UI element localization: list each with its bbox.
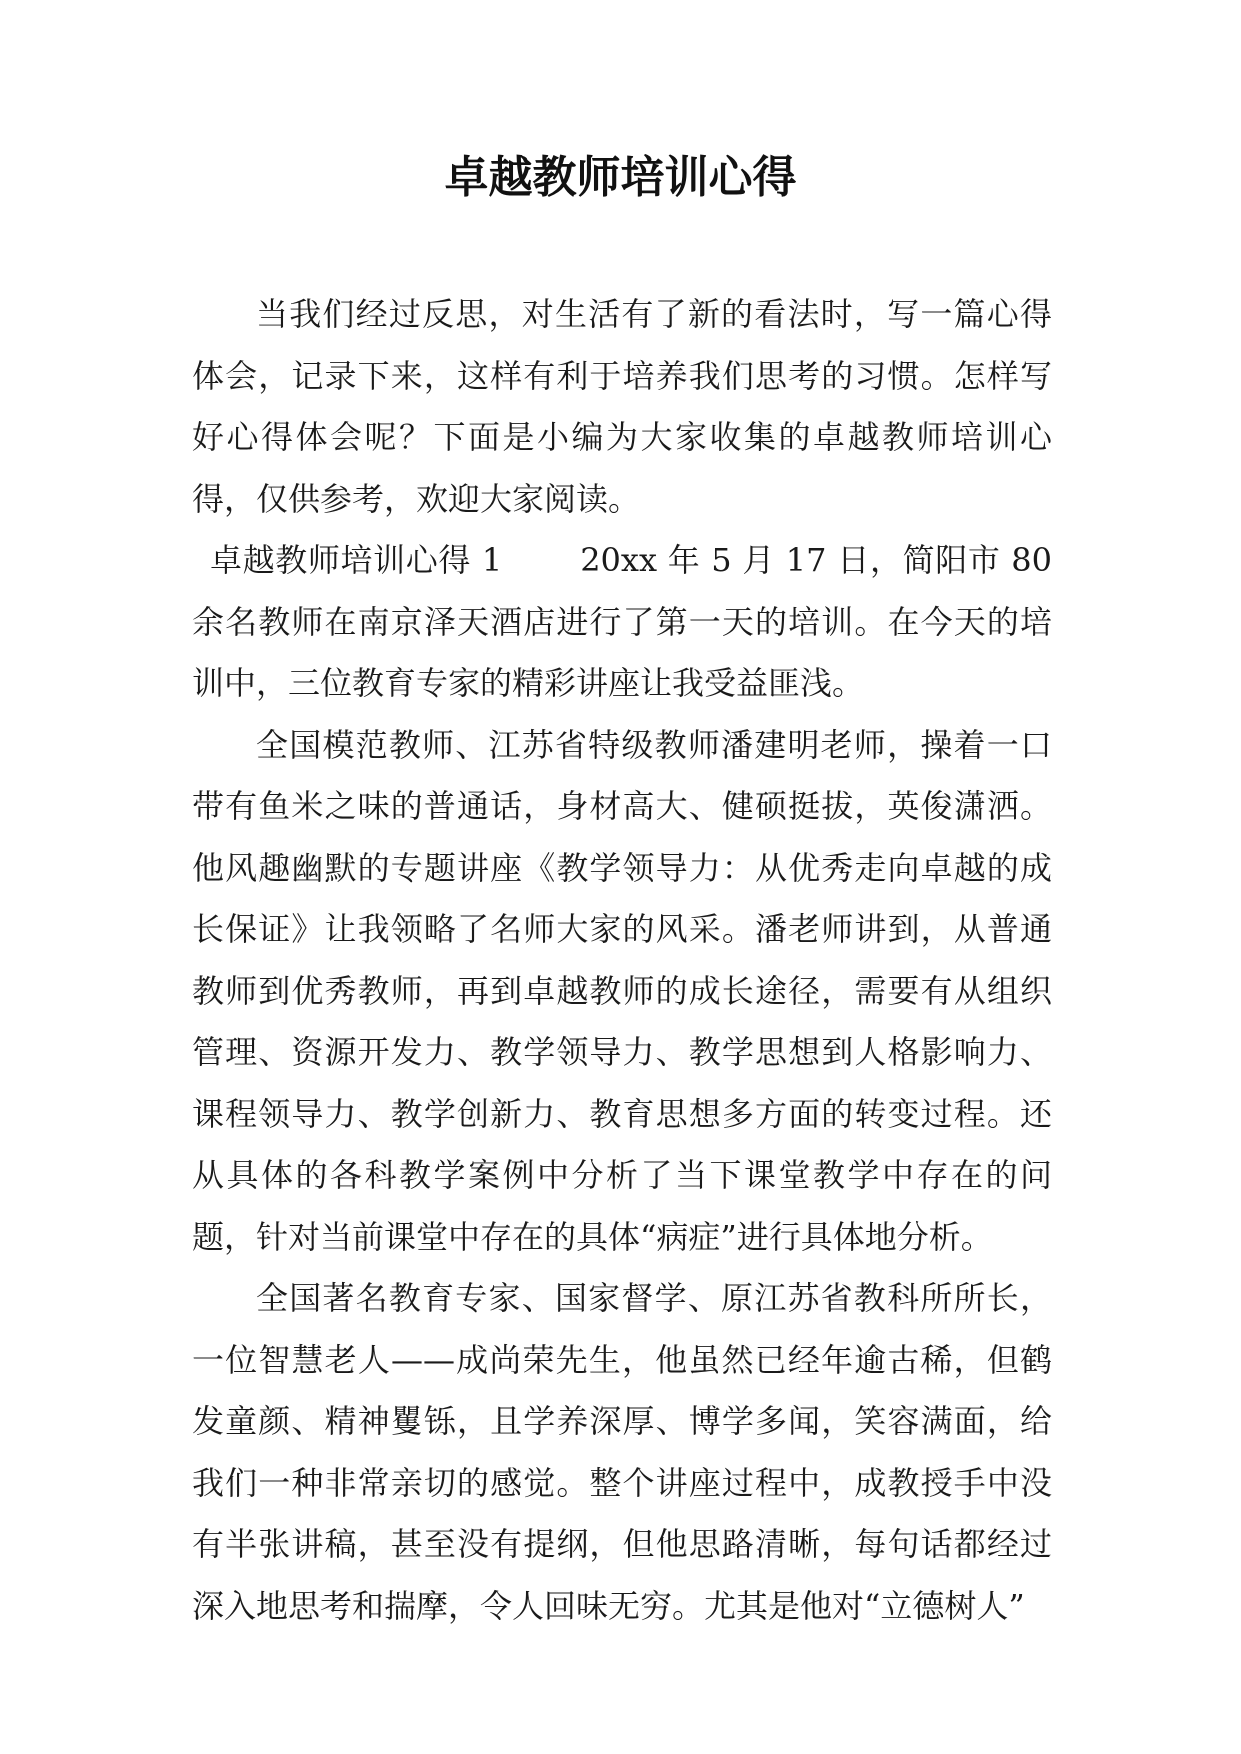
section-heading: 卓越教师培训心得 1 [210, 541, 503, 579]
document-body [192, 284, 1052, 1637]
intro-paragraph: 当我们经过反思，对生活有了新的看法时，写一篇心得体会，记录下来，这样有利于培养我们思考的习惯。怎样写好心得体会呢？下面是小编为大家收集的卓越教师培训心得，仅供参考，欢迎大家阅读。 [192, 295, 1052, 518]
paragraph-pan-jianming: 全国模范教师、江苏省特级教师潘建明老师，操着一口带有鱼米之味的普通话，身材高大、健硕挺拔，英俊潇洒。他风趣幽默的专题讲座《教学领导力：从优秀走向卓越的成长保证》让我领略了名师大家的风采。潘老师讲到，从普通教师到优秀教师，再到卓越教师的成长途径，需要有从组织管理、资源开发力、教学领导力、教学思想到人格影响力、课程领导力、教学创新力、教育思想多方面的转变过程。还从具体的各科教学案例中分析了当下课堂教学中存在的问题，针对当前课堂中存在的具体“病症”进行具体地分析。 [192, 725, 1052, 1256]
section-first-paragraph [192, 530, 1052, 715]
document-title: 卓越教师培训心得 [444, 152, 797, 203]
paragraph-cheng-shangrong: 全国著名教育专家、国家督学、原江苏省教科所所长，一位智慧老人——成尚荣先生，他虽然已经年逾古稀，但鹤发童颜、精神矍铄，且学养深厚、博学多闻，笑容满面，给我们一种非常亲切的感觉。整个讲座过程中，成教授手中没有半张讲稿，甚至没有提纲，但他思路清晰，每句话都经过深入地思考和揣摩，令人回味无穷。尤其是他对“立德树人” [192, 1279, 1052, 1625]
section-first-text: 20xx 年 5 月 17 日，简阳市 80 余名教师在南京泽天酒店进行了第一天的培训。在今天的培训中，三位教育专家的精彩讲座让我受益匪浅。 [192, 541, 1052, 702]
